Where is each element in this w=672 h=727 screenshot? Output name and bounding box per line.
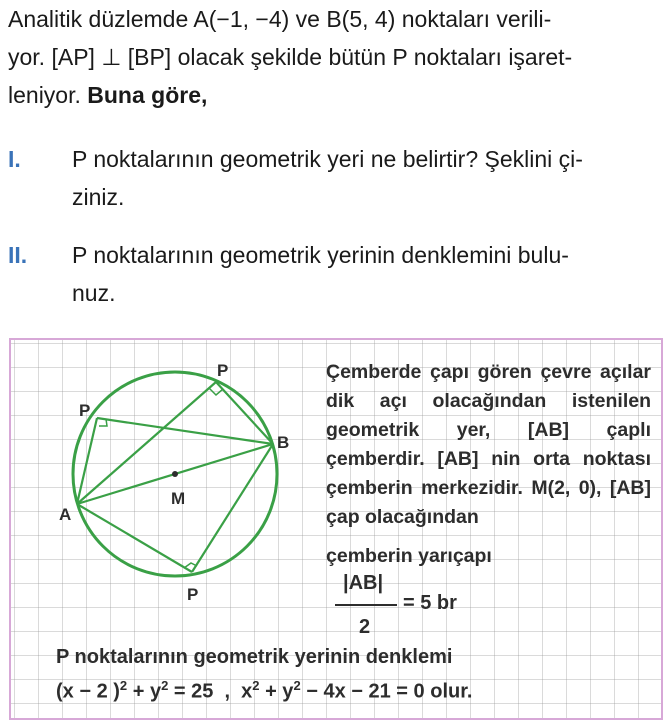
question-2-number: II. bbox=[8, 242, 28, 268]
solution-text bbox=[326, 358, 651, 571]
chord-Pbottom-B bbox=[192, 444, 273, 572]
problem-line-3-bold: Buna göre, bbox=[87, 82, 208, 108]
fraction-numerator: |AB| bbox=[343, 572, 384, 594]
problem-line-3 bbox=[8, 76, 664, 114]
problem-statement bbox=[8, 0, 664, 114]
chord-Ptop-B bbox=[216, 382, 273, 444]
fraction-denominator: 2 bbox=[359, 616, 371, 638]
eq2-part-a: x bbox=[241, 680, 253, 703]
eq2-part-b: + y bbox=[259, 680, 294, 703]
question-1 bbox=[8, 140, 664, 216]
equation-line bbox=[56, 678, 472, 704]
separator: , bbox=[213, 680, 242, 703]
solution-box bbox=[9, 338, 663, 720]
label-P-top: P bbox=[217, 361, 229, 380]
radius-line: çemberin yarıçapı bbox=[326, 545, 492, 567]
label-A: A bbox=[59, 505, 72, 524]
center-point-M bbox=[172, 471, 178, 477]
question-1-line-2: ziniz. bbox=[72, 184, 125, 210]
problem-line-1: Analitik düzlemde A(−1, −4) ve B(5, 4) noktaları verili- bbox=[8, 6, 552, 32]
problem-line-2: yor. [AP] ⊥ [BP] olacak şekilde bütün P noktaları işaret- bbox=[8, 44, 573, 70]
eq1-part-c: = 25 bbox=[168, 680, 214, 703]
label-P-left: P bbox=[79, 401, 91, 420]
eq1-part-a: (x − 2 ) bbox=[56, 680, 120, 703]
label-B: B bbox=[277, 433, 290, 452]
equation-title: P noktalarının geometrik yerinin denklemi bbox=[56, 646, 453, 668]
question-1-number: I. bbox=[8, 146, 21, 172]
solution-paragraph: Çemberde çapı gören çevre açılar dik açı olacağından istenilen geometrik yer, [AB] çaplı çemberdir. [AB] nin orta noktası çemberin merkezidir. M(2, 0), [AB] çap olacağından bbox=[326, 361, 651, 528]
eq1-exp-1: 2 bbox=[119, 678, 128, 693]
question-1-line-1: P noktalarının geometrik yeri ne belirtir? Şeklini çi- bbox=[72, 146, 583, 172]
chord-A-Ptop bbox=[77, 382, 216, 504]
chord-A-Pleft bbox=[77, 418, 97, 504]
label-M: M bbox=[171, 489, 186, 508]
fraction-result: = 5 br bbox=[403, 592, 457, 614]
question-2 bbox=[8, 236, 664, 312]
eq2-exp-2: 2 bbox=[293, 678, 301, 693]
fraction-bar bbox=[335, 604, 397, 606]
right-angle-left bbox=[99, 419, 107, 426]
eq2-part-c: − 4x − 21 = 0 olur. bbox=[300, 680, 473, 703]
question-2-line-2: nuz. bbox=[72, 280, 116, 306]
right-angle-top bbox=[209, 388, 223, 395]
eq2-exp-1: 2 bbox=[252, 678, 260, 693]
label-P-bottom: P bbox=[187, 585, 199, 604]
chord-Pleft-B bbox=[97, 418, 273, 444]
problem-line-3-plain: leniyor. bbox=[8, 82, 88, 108]
eq1-exp-2: 2 bbox=[161, 678, 169, 693]
eq1-part-b: + y bbox=[127, 680, 162, 703]
radius-fraction bbox=[333, 562, 473, 642]
question-2-line-1: P noktalarının geometrik yerinin denklemini bulu- bbox=[72, 242, 569, 268]
